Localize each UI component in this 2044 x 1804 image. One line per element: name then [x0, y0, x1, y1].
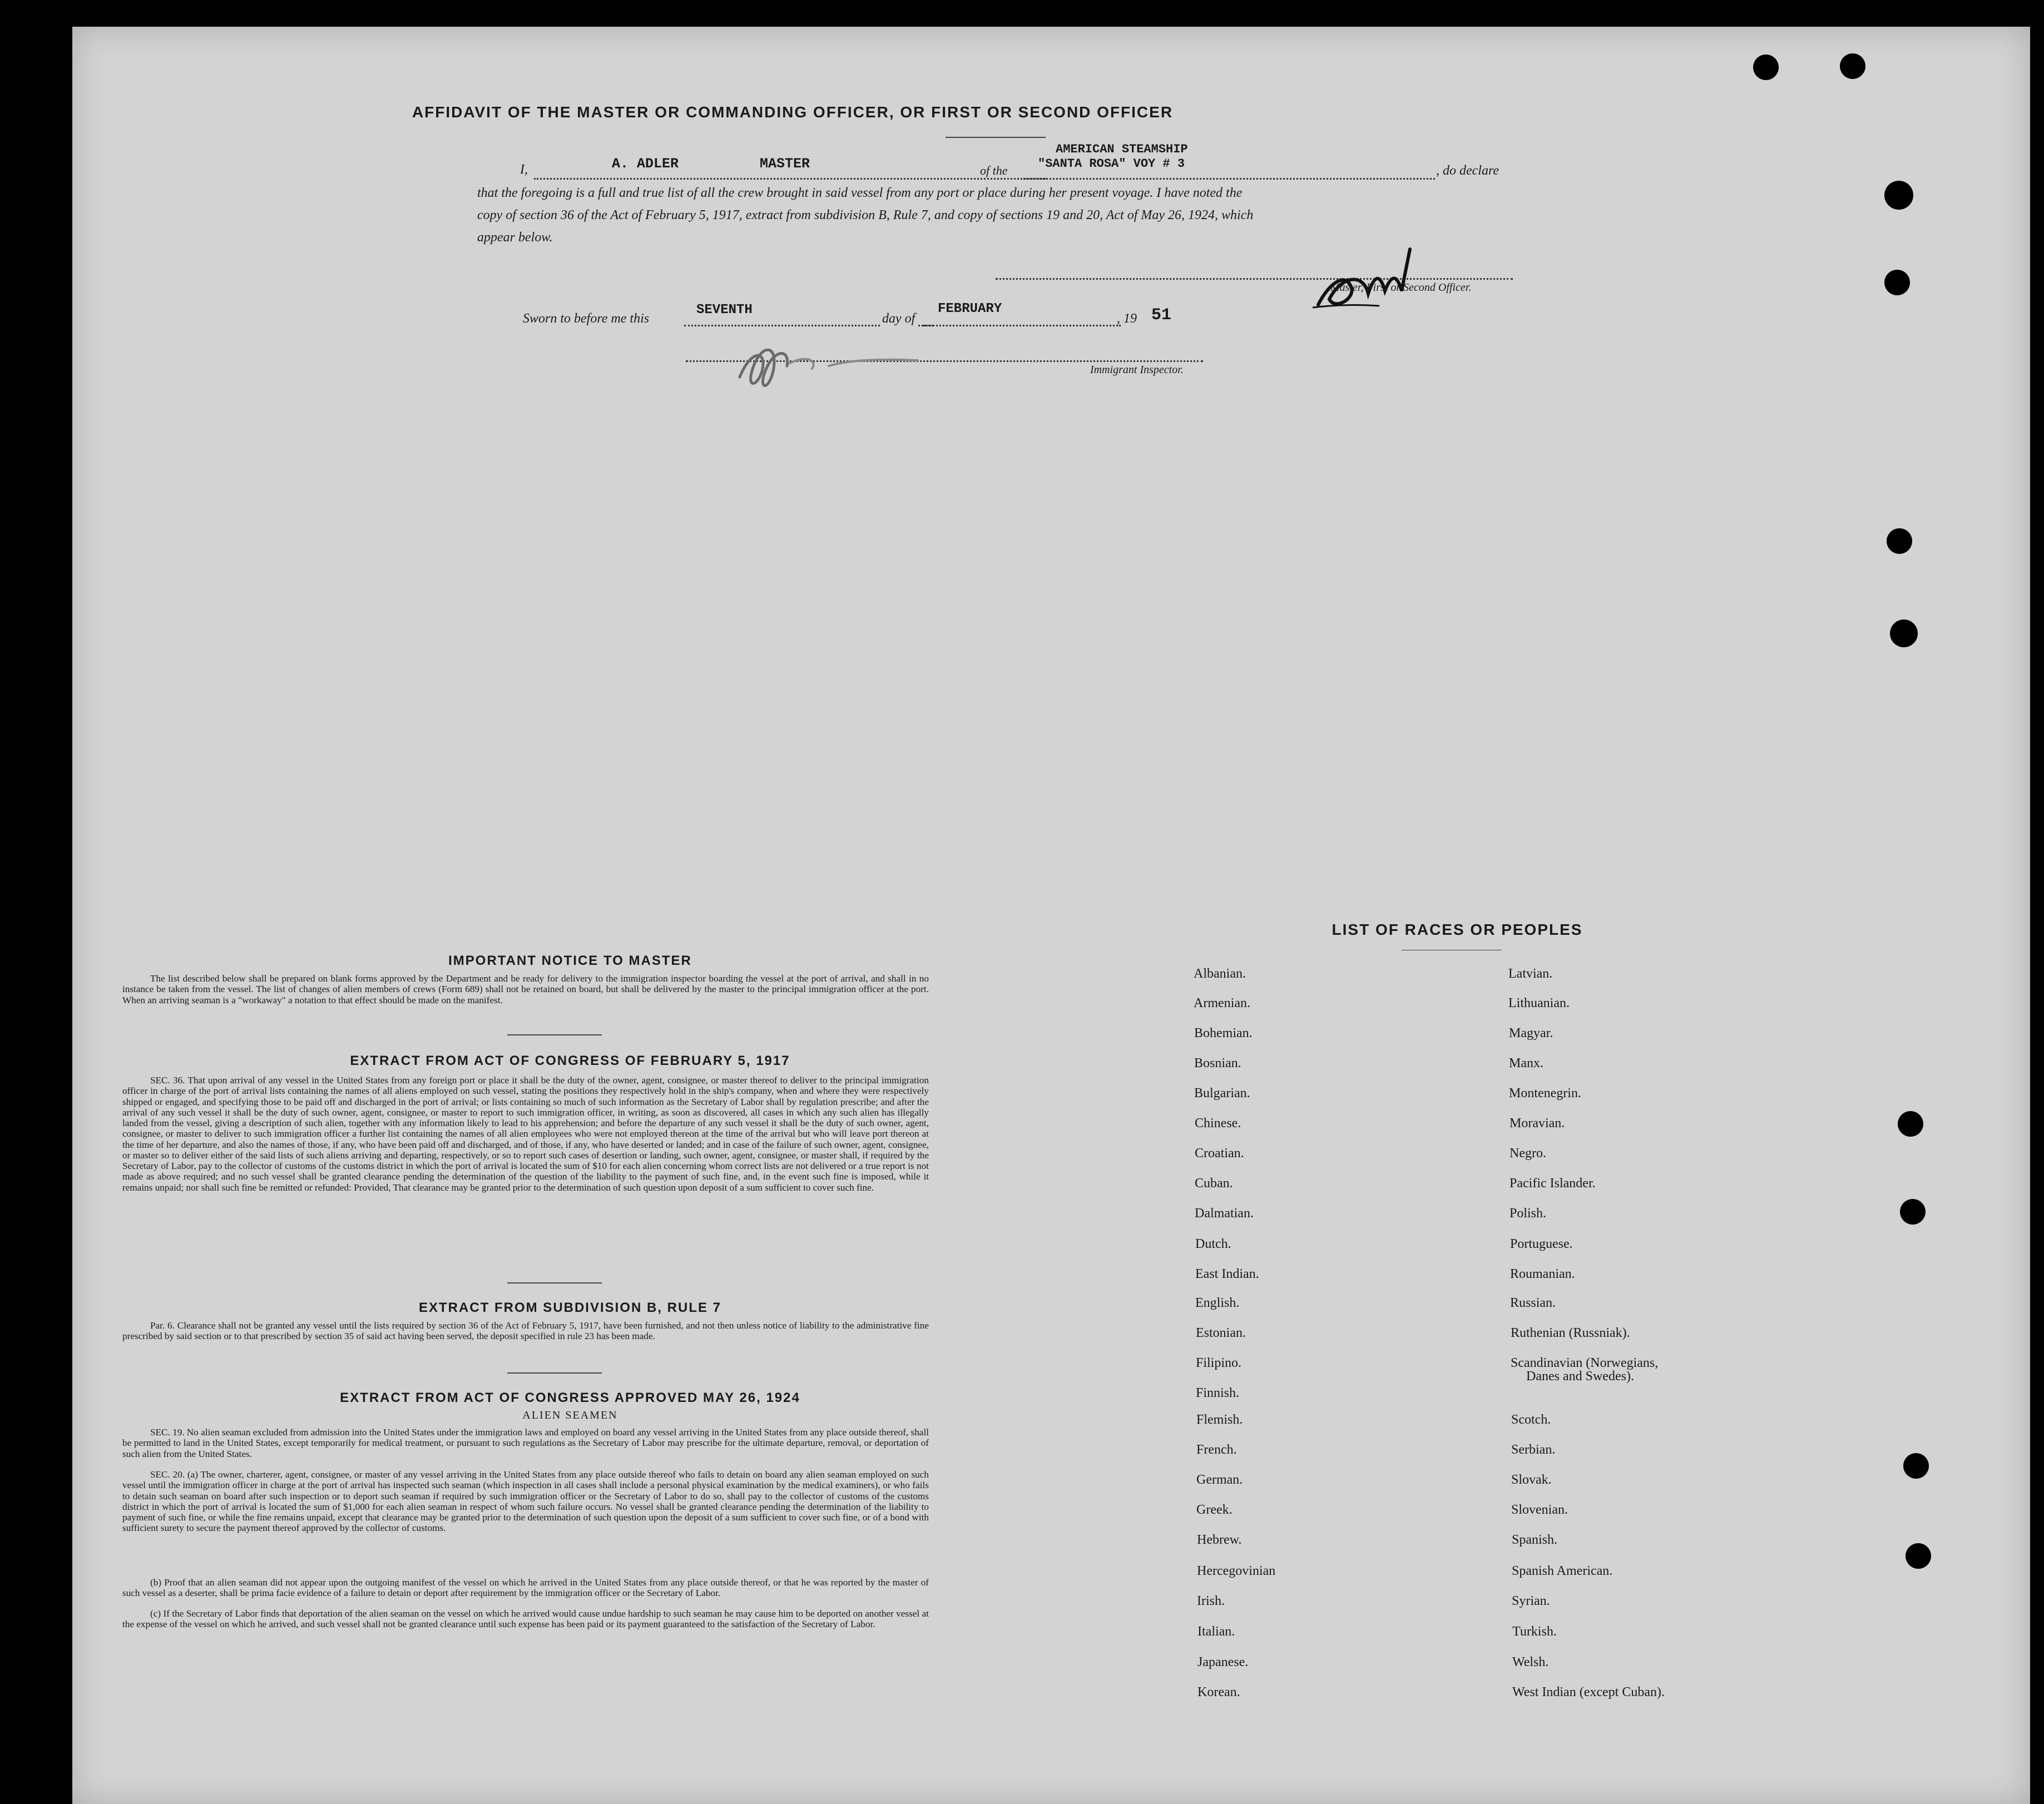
punch-hole: [1753, 54, 1779, 80]
pronoun: I,: [520, 162, 528, 177]
sworn-day: SEVENTH: [696, 303, 753, 318]
race-item-left: Bulgarian.: [1194, 1086, 1250, 1101]
section-rule: [507, 1372, 602, 1374]
race-item-right: Slovenian.: [1511, 1503, 1568, 1517]
punch-hole: [1887, 528, 1912, 554]
race-item-left: Hebrew.: [1197, 1533, 1242, 1547]
race-item-right: Moravian.: [1510, 1116, 1565, 1131]
affidavit-line-2: that the foregoing is a full and true list of all the crew brought in said vessel from any port or place during her present voyage. I have noted the: [477, 186, 1243, 200]
section-rule: [507, 1034, 602, 1035]
race-item-left: Irish.: [1197, 1594, 1225, 1608]
do-declare: , do declare: [1436, 163, 1499, 178]
master-caption: Master, First or Second Officer.: [1330, 281, 1472, 294]
punch-hole: [1900, 1199, 1926, 1225]
sworn-month: FEBRUARY: [938, 301, 1002, 316]
race-item-right: Syrian.: [1512, 1594, 1550, 1608]
affidavit-line-3: copy of section 36 of the Act of February 5, 1917, extract from subdivision B, Rule 7, and copy of sections 19 and 20, Act of May 26, 1924, which: [477, 208, 1254, 222]
notice-title: IMPORTANT NOTICE TO MASTER: [448, 953, 692, 968]
vessel-line: [1023, 178, 1435, 180]
race-item-right: West Indian (except Cuban).: [1512, 1685, 1665, 1699]
punch-hole: [1903, 1453, 1929, 1479]
race-item-left: Bohemian.: [1194, 1026, 1253, 1040]
punch-hole: [1890, 619, 1918, 647]
race-item-right: Roumanian.: [1510, 1267, 1575, 1281]
race-item-right: Manx.: [1509, 1056, 1543, 1070]
inspector-caption: Immigrant Inspector.: [1090, 364, 1184, 376]
notice-body: The list described below shall be prepared on blank forms approved by the Department and be ready for delivery to the immigration inspector boarding the vessel at the port of arrival, and shall in no instance be taken from the vessel. The list of changes of alien members of crews (Form 689) shall not be retained on board, but shall be delivered by the master to the principal immigration officer at the port. When an arriving seaman is a "workaway" a notation to that effect should be made on the manifest.: [122, 973, 929, 1005]
race-item-left: Dutch.: [1195, 1237, 1231, 1251]
name-line: [534, 178, 1046, 180]
race-item-right: Negro.: [1510, 1146, 1546, 1161]
race-item-right: Scotch.: [1511, 1413, 1551, 1427]
day-of-label: day of: [880, 311, 917, 326]
inspector-signature: [729, 327, 940, 399]
race-item-left: Hercegovinian: [1197, 1564, 1276, 1578]
race-item-left: Estonian.: [1196, 1326, 1246, 1340]
vessel-line-1: AMERICAN STEAMSHIP: [1056, 142, 1188, 156]
sec-20b-body: (b) Proof that an alien seaman did not appear upon the outgoing manifest of the vessel on which he arrived in the United States from any place outside thereof, or that he was reported by the master of such vessel as a deserter, shall be prima facie evidence of a failure to detain or deport after requirement by the immigration officer or the Secretary of Labor.: [122, 1577, 929, 1599]
race-item-left: Italian.: [1197, 1624, 1235, 1639]
race-item-left: Finnish.: [1196, 1386, 1240, 1400]
race-item-left: East Indian.: [1195, 1267, 1259, 1281]
race-item-right: Welsh.: [1512, 1655, 1549, 1669]
affidavit-title: AFFIDAVIT OF THE MASTER OR COMMANDING OFFICER, OR FIRST OR SECOND OFFICER: [412, 103, 1174, 121]
race-item-right: Russian.: [1510, 1296, 1556, 1310]
master-name: A. ADLER: [612, 156, 679, 172]
race-item-left: Armenian.: [1194, 996, 1250, 1010]
race-item-left: Korean.: [1197, 1685, 1240, 1699]
extract-1924-title: EXTRACT FROM ACT OF CONGRESS APPROVED MAY 26, 1924: [340, 1390, 800, 1405]
sworn-month-line: [923, 325, 1121, 326]
year-prefix: , 19: [1117, 311, 1137, 326]
sworn-year: 51: [1151, 306, 1172, 325]
punch-hole: [1884, 181, 1913, 210]
document-page: [72, 27, 2030, 1804]
race-item-left: Cuban.: [1195, 1176, 1233, 1191]
race-item-right: Montenegrin.: [1509, 1086, 1581, 1101]
of-the-label: of the: [978, 163, 1010, 178]
race-item-right: Slovak.: [1511, 1473, 1552, 1487]
race-item-left: French.: [1196, 1443, 1237, 1457]
title-rule: [946, 137, 1046, 138]
punch-hole: [1906, 1543, 1931, 1569]
extract-1917-title: EXTRACT FROM ACT OF CONGRESS OF FEBRUARY 5, 1917: [350, 1053, 790, 1068]
punch-hole: [1884, 270, 1910, 295]
race-item-left: Chinese.: [1195, 1116, 1241, 1131]
race-item-right: Lithuanian.: [1508, 996, 1570, 1010]
race-item-right: Magyar.: [1509, 1026, 1553, 1040]
race-item-left: Japanese.: [1197, 1655, 1249, 1669]
race-item-right: Ruthenian (Russniak).: [1511, 1326, 1630, 1340]
sworn-label: Sworn to before me this: [523, 311, 650, 326]
race-item-left: English.: [1195, 1296, 1240, 1310]
race-item-right: Portuguese.: [1510, 1237, 1573, 1251]
race-item-right: Polish.: [1510, 1206, 1547, 1221]
races-title: LIST OF RACES OR PEOPLES: [1332, 921, 1583, 938]
race-item-left: Dalmatian.: [1195, 1206, 1254, 1221]
affidavit-line-4: appear below.: [477, 230, 553, 245]
section-rule: [507, 1282, 602, 1283]
race-item-right: Serbian.: [1511, 1443, 1556, 1457]
punch-hole: [1840, 53, 1865, 79]
race-item-left: Bosnian.: [1194, 1056, 1241, 1070]
sec-19-body: SEC. 19. No alien seaman excluded from admission into the United States under the immigration laws and employed on board any vessel arriving in the United States from any place outside thereof, shall be permitted to land in the United States, except temporarily for medical treatment, or pursuant to such regulations as the Secretary of Labor may prescribe for the ultimate departure, removal, or deportation of such alien from the United States.: [122, 1427, 929, 1459]
sec-20a-body: SEC. 20. (a) The owner, charterer, agent, consignee, or master of any vessel arriving in the United States from any place outside thereof who fails to detain on board any alien seaman employed on such vessel until the immigration officer in charge at the port of arrival has inspected such seaman (which inspection in all cases shall include a personal physical examination by the medical examiners), or who fails to detain such seaman on board after such inspection or to deport such seaman if required by such immigration officer or the Secretary of Labor to do so, shall pay to the collector of customs of the customs district in which the port of arrival is located the sum of $1,000 for each alien seaman in respect of whom such failure occurs. No vessel shall be granted clearance pending the determination of the liability to payment of such fine, or while the fine remains unpaid, except that clearance may be granted prior to the determination of such question upon the deposit of a sum sufficient to cover such fine, or of a bond with sufficient surety to secure the payment thereof approved by the collector of customs.: [122, 1469, 929, 1534]
race-item-right: Spanish American.: [1512, 1564, 1613, 1578]
rule-7-body: Par. 6. Clearance shall not be granted any vessel until the lists required by section 36 of the Act of February 5, 1917, have been furnished, and not then unless notice of liability to the administrative fine prescribed by said section or to that prescribed by section 35 of said act having been served, the deposit specified in rule 23 has been made.: [122, 1320, 929, 1342]
race-item-right: Pacific Islander.: [1510, 1176, 1596, 1191]
race-item-right: Latvian.: [1508, 967, 1553, 981]
vessel-line-2: "SANTA ROSA" VOY # 3: [1038, 157, 1185, 171]
race-item-right: Danes and Swedes).: [1526, 1369, 1634, 1384]
race-item-left: Albanian.: [1194, 967, 1246, 981]
extract-1924-subtitle: ALIEN SEAMEN: [522, 1409, 618, 1421]
master-rank: MASTER: [760, 156, 810, 172]
race-item-left: German.: [1196, 1473, 1243, 1487]
punch-hole: [1898, 1111, 1923, 1137]
extract-1917-body: SEC. 36. That upon arrival of any vessel in the United States from any foreign port or place it shall be the duty of the owner, agent, consignee, or master thereof to deliver to the principal immigration officer in charge of the port of arrival lists containing the names of all aliens employed on such vessel, stating the positions they respectively hold in the ship's company, when and where they were respectively shipped or engaged, and specifying those to be paid off and discharged in the port of arrival; or lists containing so much of such information as the Secretary of Labor shall by regulation prescribe; and after the arrival of any such vessel it shall be the duty of such owner, agent, consignee, or master to report to such immigration officer, in writing, as soon as discovered, all cases in which any such alien has illegally landed from the vessel, giving a description of such alien, together with any information likely to lead to his apprehension; and before the departure of any such vessel it shall be the duty of such owner, agent, consignee, or master to deliver to such immigration officer a further list containing the names of all alien employees who were not employed thereon at the time of the arrival but who will leave port thereon at the time of her departure, and also the names of those, if any, who have been paid off and discharged, and of those, if any, who have deserted or landed; and in case of the failure of such owner, agent, consignee, or master so to deliver either of the said lists of such aliens arriving and departing, respectively, or so to report such cases of desertion or landing, such owner, agent, consignee, or master shall, if required by the Secretary of Labor, pay to the collector of customs of the customs district in which the port of arrival is located the sum of $10 for each alien concerning whom correct lists are not delivered or a true report is not made as above required; and no such vessel shall be granted clearance pending the determination of the question of the liability to the payment of such fine, and, in the event such fine is imposed, while it remains unpaid; nor shall such fine be remitted or refunded: Provided, That clearance may be granted prior to the determination of such question upon deposit of a sum sufficient to cover such fine.: [122, 1075, 929, 1193]
race-item-left: Flemish.: [1196, 1413, 1243, 1427]
race-item-right: Turkish.: [1512, 1624, 1557, 1639]
race-item-left: Croatian.: [1195, 1146, 1244, 1161]
race-item-left: Filipino.: [1196, 1356, 1242, 1370]
sec-20c-body: (c) If the Secretary of Labor finds that deportation of the alien seaman on the vessel on which he arrived would cause undue hardship to such seaman he may cause him to be deported on another vessel at the expense of the vessel on which he arrived, and such vessel shall not be granted clearance until such expense has been paid or its payment guaranteed to the satisfaction of the Secretary of Labor.: [122, 1608, 929, 1630]
race-item-left: Greek.: [1196, 1503, 1233, 1517]
rule-7-title: EXTRACT FROM SUBDIVISION B, RULE 7: [418, 1300, 722, 1315]
race-item-right: Spanish.: [1512, 1533, 1558, 1547]
race-item-right: Scandinavian (Norwegians,: [1511, 1356, 1659, 1370]
